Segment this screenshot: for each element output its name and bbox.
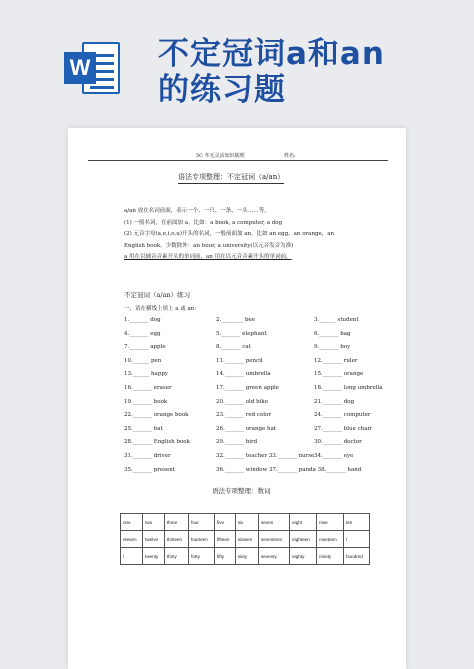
exercise-item: 17._______ green apple xyxy=(216,384,280,391)
exercise-row xyxy=(124,385,394,399)
section-title-numerals: 语法专项整理：数词 xyxy=(212,487,271,495)
table-cell: six xyxy=(235,514,258,531)
exercise-item: 22._______ orange book xyxy=(124,412,189,419)
exercise-item: 11._______ pencil xyxy=(216,357,263,364)
number-words-table xyxy=(120,513,370,565)
intro-line: a/an 放在名词前面，表示一个、一只、一条、一头……等。 xyxy=(124,208,270,214)
exercise-item: 31._______ driver xyxy=(124,452,171,459)
exercise-item: 25._______ hat xyxy=(124,425,163,432)
exercise-item: 29._______ bird xyxy=(216,439,258,446)
exercise-item: 14._______ umbrella xyxy=(216,371,271,378)
table-cell: fifty xyxy=(214,548,235,565)
table-cell: nineteen xyxy=(317,531,344,548)
exercise-item: 21._______ dog xyxy=(314,398,355,405)
exercise-item: 8._______ cat xyxy=(216,344,251,351)
exercise-item: 2.________ bee xyxy=(216,317,256,323)
exercise-item: 19._______ book xyxy=(124,398,168,405)
exercise-item: 28._______ English book xyxy=(124,439,190,446)
exercise-item: 9._______ boy xyxy=(314,344,351,351)
table-cell: sixty xyxy=(235,548,258,565)
document-page xyxy=(68,128,406,669)
table-cell: seven xyxy=(258,514,289,531)
table-cell: one xyxy=(121,514,143,531)
table-cell: fifteen xyxy=(214,531,235,548)
table-cell: eleven xyxy=(121,531,143,548)
banner-title-line1: 不定冠词a和an xyxy=(158,36,385,72)
table-cell: seventeen xyxy=(258,531,289,548)
exercise-item: 6._______ bag xyxy=(314,330,351,337)
word-logo-letter: W xyxy=(64,52,96,84)
table-cell: ninety xyxy=(317,548,344,565)
exercise-item: 5._______ elephant xyxy=(216,330,267,337)
table-cell: thirty xyxy=(164,548,188,565)
exercise-item: 7._______ apple xyxy=(124,344,166,351)
exercise-instruction: 一、请在横线上填上 a 或 an： xyxy=(124,306,200,312)
table-cell: seventy xyxy=(258,548,289,565)
table-cell: forty xyxy=(188,548,214,565)
section-title-articles: 语法专项整理：不定冠词（a/an） xyxy=(178,172,284,184)
exercise-row xyxy=(124,412,394,426)
exercise-row xyxy=(124,371,394,385)
exercise-row xyxy=(124,467,394,481)
intro-line-rule: a 用在以辅音音素开头的单词前，an 用在以元音音素开头的单词前。 xyxy=(124,254,292,261)
table-row xyxy=(121,548,370,565)
table-cell: fourteen xyxy=(188,531,214,548)
table-cell: three xyxy=(164,514,188,531)
exercise-row xyxy=(124,344,394,358)
table-row xyxy=(121,514,370,531)
exercise-item: 23._______ red color xyxy=(216,412,271,419)
table-cell: four xyxy=(188,514,214,531)
exercise-item: 4._______ egg xyxy=(124,330,161,337)
exercise-row xyxy=(124,358,394,372)
header-name-label: 姓名: xyxy=(284,153,296,159)
page-header xyxy=(88,150,388,161)
exercise-item: 16._______ eraser xyxy=(124,384,172,391)
table-cell: two xyxy=(143,514,165,531)
intro-line: English book。少数除外：an hour, a university(以元音发音为准) xyxy=(124,242,294,249)
header-left-text: 5C 冬无灵活知识梳理 xyxy=(196,153,245,159)
exercise-item: 13.______ happy xyxy=(124,371,168,378)
exercise-grid xyxy=(124,317,394,480)
table-cell: twenty xyxy=(143,548,165,565)
table-cell: hundred xyxy=(343,548,369,565)
exercise-item: 1._______ dog xyxy=(124,317,161,323)
exercise-row xyxy=(124,399,394,413)
intro-notes xyxy=(124,206,394,264)
exercise-item: 15._______ orange xyxy=(314,371,364,378)
exercise-item: 26._______ orange hat xyxy=(216,425,277,432)
intro-line: (1) 一般名词，在前面加 a。比如：a book, a computer, a dog xyxy=(124,219,283,226)
exercise-item: 12._______ ruler xyxy=(314,357,358,364)
header-banner xyxy=(0,0,474,110)
table-cell: eight xyxy=(290,514,317,531)
table-cell: nine xyxy=(317,514,344,531)
section-title-exercise: 不定冠词（a/an）练习 xyxy=(124,291,191,299)
table-cell: five xyxy=(214,514,235,531)
exercise-row xyxy=(124,439,394,453)
exercise-item: 10.______ pen xyxy=(124,357,162,364)
exercise-item: 20._______ old bike xyxy=(216,398,268,405)
exercise-item: 30._______ doctor xyxy=(314,439,362,446)
exercise-item: 18._______ long umbrella xyxy=(314,384,383,391)
table-cell: eighty xyxy=(290,548,317,565)
exercise-item: 36._______ window 37._______ panda 38._______ hand xyxy=(216,466,362,473)
exercise-item: 35._______ present xyxy=(124,466,175,473)
exercise-row xyxy=(124,453,394,467)
exercise-row xyxy=(124,317,394,331)
exercise-item: 24._______ computer xyxy=(314,412,371,419)
table-cell: thirteen xyxy=(164,531,188,548)
intro-line: (2) 元音字母(a,e,i,o,u)开头的名词，一般前面加 an。比如 an egg，an orange，an xyxy=(124,231,335,238)
table-cell: eighteen xyxy=(290,531,317,548)
exercise-row xyxy=(124,426,394,440)
table-cell: sixteen xyxy=(235,531,258,548)
exercise-item: 34._______ eye xyxy=(314,452,354,459)
table-cell: twelve xyxy=(143,531,165,548)
exercise-row xyxy=(124,331,394,345)
banner-title-line2: 的练习题 xyxy=(158,72,286,108)
word-document-icon xyxy=(64,42,120,94)
exercise-item: 32._______ teacher 33._______ nurse xyxy=(216,452,315,459)
table-row xyxy=(121,531,370,548)
table-cell: / xyxy=(121,548,143,565)
table-cell: ten xyxy=(343,514,369,531)
exercise-item: 3.______ student xyxy=(314,317,359,323)
exercise-item: 27._______ blue chair xyxy=(314,425,372,432)
table-cell: / xyxy=(343,531,369,548)
